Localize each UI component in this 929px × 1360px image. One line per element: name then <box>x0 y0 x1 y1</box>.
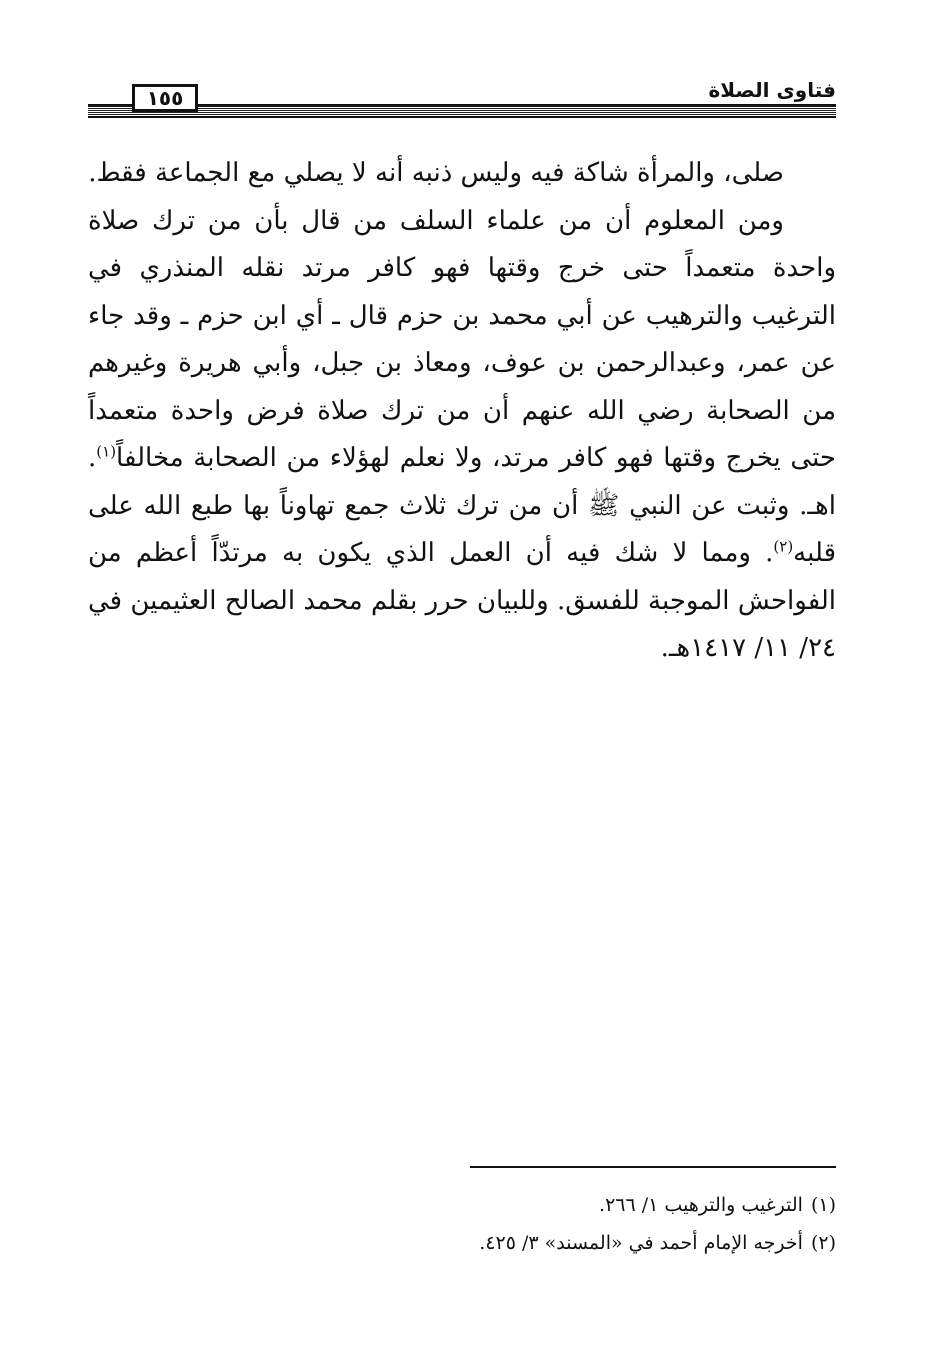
footnote-1 <box>300 1186 836 1224</box>
footnote-2 <box>300 1224 836 1262</box>
paragraph-2-text-c: . ومما لا شك فيه أن العمل الذي يكون به مرتدّاً أعظم من الفواحش الموجبة للفسق. وللبيان حرر بقلم محمد الصالح العثيمين في ٢٤/ ١١/ ١٤١٧هـ. <box>88 538 836 663</box>
page-number: ١٥٥ <box>132 84 198 112</box>
footnote-1-number: (١) <box>810 1194 836 1216</box>
footnote-2-number: (٢) <box>810 1232 836 1254</box>
footnote-ref-1: (١) <box>96 442 117 461</box>
header-rule <box>88 104 836 118</box>
footnote-separator <box>470 1166 836 1168</box>
main-text <box>88 150 836 673</box>
running-title: فتاوى الصلاة <box>698 78 836 102</box>
paragraph-2 <box>88 198 836 673</box>
paragraph-2-text-b: . اهـ. وثبت عن النبي ﷺ أن من ترك ثلاث جمع تهاوناً بها طبع الله على قلبه <box>88 443 836 568</box>
footnote-ref-2: (٢) <box>773 537 794 556</box>
paragraph-1 <box>88 150 836 198</box>
page-header <box>88 78 836 120</box>
paragraph-2-text-a: ومن المعلوم أن من علماء السلف من قال بأن من ترك صلاة واحدة متعمداً حتى خرج وقتها فهو كافر مرتد نقله المنذري في الترغيب والترهيب عن أبي محمد بن حزم قال ـ أي ابن حزم ـ وقد جاء عن عمر، وعبدالرحمن بن عوف، ومعاذ بن جبل، وأبي هريرة وغيرهم من الصحابة رضي الله عنهم أن من ترك صلاة فرض واحدة متعمداً حتى يخرج وقتها فهو كافر مرتد، ولا نعلم لهؤلاء من الصحابة مخالفاً <box>88 205 836 473</box>
footnote-2-text: أخرجه الإمام أحمد في «المسند» ٣/ ٤٢٥. <box>479 1232 803 1254</box>
paragraph-1-text: صلى، والمرأة شاكة فيه وليس ذنبه أنه لا يصلي مع الجماعة فقط. <box>88 158 784 188</box>
footnote-1-text: الترغيب والترهيب ١/ ٢٦٦. <box>599 1194 803 1216</box>
footnotes <box>300 1186 836 1262</box>
